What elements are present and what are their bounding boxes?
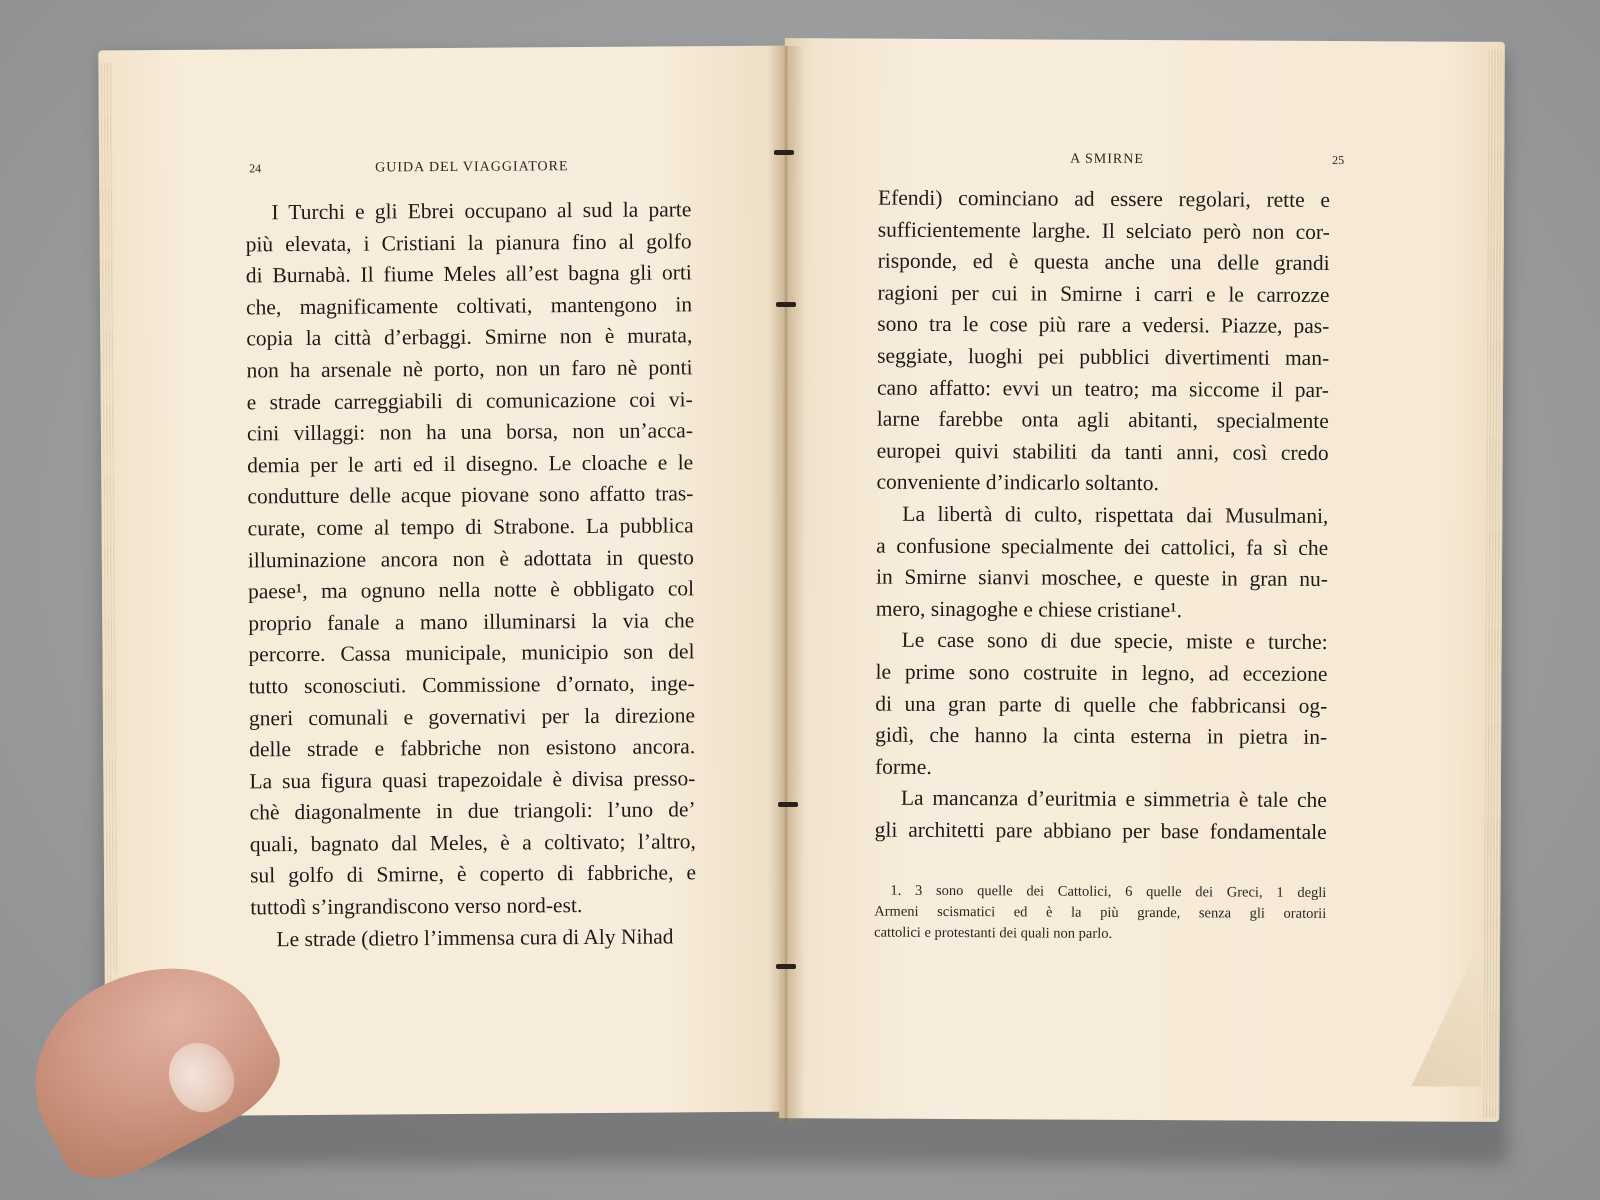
text-line: non ha arsenale nè porto, non un faro nè ponti xyxy=(246,355,693,383)
text-line: sufficientemente larghe. Il selciato però non cor- xyxy=(877,217,1330,244)
text-line: La mancanza d’euritmia e simmetria è tale che xyxy=(900,786,1327,813)
text-line: gidì, che hanno la cinta esterna in pietra in- xyxy=(875,722,1328,750)
footnote-line: Armeni scismatici ed è la più grande, senza gli oratorii xyxy=(874,903,1327,922)
text-line: conveniente d’indicarlo soltanto. xyxy=(876,469,1159,496)
text-line: tuttodì s’ingrandiscono verso nord-est. xyxy=(250,893,583,920)
binding-stitch xyxy=(776,302,796,307)
text-line: larne farebbe onta agli abitanti, specialmente xyxy=(876,406,1329,434)
left-page-body xyxy=(245,194,696,955)
right-running-head: A SMIRNE xyxy=(1070,151,1144,168)
text-line: e strade carreggiabili di comunicazione coi vi- xyxy=(246,386,693,414)
text-line: di Burnabà. Il fiume Meles all’est bagna gli orti xyxy=(245,260,692,288)
right-page-body xyxy=(875,183,1330,849)
text-line: le prime sono costruite in legno, ad eccezione xyxy=(875,659,1328,686)
text-line: I Turchi e gli Ebrei occupano al sud la parte xyxy=(271,197,692,225)
text-line: chè diagonalmente in due triangoli: l’uno de’ xyxy=(249,797,696,825)
text-line: La sua figura quasi trapezoidale è divisa presso- xyxy=(249,765,696,794)
worn-page-corner xyxy=(1411,936,1482,1086)
binding-stitch xyxy=(776,964,796,969)
text-line: quali, bagnato dal Meles, è a coltivato; l’altro, xyxy=(249,829,696,857)
text-line: risponde, ed è questa anche una delle grandi xyxy=(877,248,1330,276)
binding-stitch xyxy=(774,150,794,155)
text-line: più elevata, i Cristiani la pianura fino al golfo xyxy=(245,228,692,256)
text-line: gli architetti pare abbiano per base fondamentale xyxy=(874,817,1327,844)
text-line: Efendi) cominciano ad essere regolari, rette e xyxy=(877,185,1331,212)
footnote-line: cattolici e protestanti dei quali non parlo. xyxy=(874,924,1113,942)
text-line: a confusione specialmente dei cattolici, fa sì che xyxy=(876,533,1329,560)
right-page-number: 25 xyxy=(1332,152,1345,168)
text-line: che, magnificamente coltivati, mantengono in xyxy=(245,292,693,320)
footnote xyxy=(874,881,1326,946)
text-line: paese¹, ma ognuno nella notte è obbligato col xyxy=(247,576,695,604)
text-line: curate, come al tempo di Strabone. La pubblica xyxy=(247,513,694,541)
text-line: La libertà di culto, rispettata dai Musulmani, xyxy=(902,501,1329,528)
text-line: demia per le arti ed il disegno. Le cloache e le xyxy=(247,450,694,478)
text-line: cini villaggi: non ha una borsa, non un’acca- xyxy=(246,418,694,446)
open-book xyxy=(92,40,1512,1170)
left-page xyxy=(98,46,795,1117)
text-line: sul golfo di Smirne, è coperto di fabbriche, e xyxy=(249,860,697,888)
text-line: Le case sono di due specie, miste e turche: xyxy=(901,628,1328,655)
text-line: mero, sinagoghe e chiese cristiane¹. xyxy=(875,596,1183,622)
text-line: ragioni per cui in Smirne i carri e le carrozze xyxy=(877,280,1330,307)
text-line: seggiate, luoghi pei pubblici divertimenti man- xyxy=(877,343,1330,370)
text-line: condutture delle acque piovane sono affatto tras- xyxy=(247,481,694,509)
footnote-line: 1. 3 sono quelle dei Cattolici, 6 quelle dei Greci, 1 degli xyxy=(890,882,1327,901)
text-line: forme. xyxy=(874,754,932,779)
text-line: tutto sconosciuti. Commissione d’ornato, inge- xyxy=(248,671,695,699)
text-line: in Smirne sianvi moschee, e queste in gran nu- xyxy=(875,564,1329,592)
text-line: copia la città d’erbaggi. Smirne non è murata, xyxy=(246,323,693,351)
text-line: sono tra le cose più rare a vedersi. Piazze, pas- xyxy=(877,311,1330,339)
text-line: illuminazione ancora non è adottata in questo xyxy=(247,544,694,572)
right-page xyxy=(779,38,1505,1122)
book-spine-gutter xyxy=(768,46,804,1122)
text-line: Le strade (dietro l’immensa cura di Aly Nihad xyxy=(276,924,674,951)
text-line: delle strade e fabbriche non esistono ancora. xyxy=(249,734,696,762)
left-running-head: GUIDA DEL VIAGGIATORE xyxy=(375,159,569,176)
text-line: gneri comunali e governativi per la direzione xyxy=(248,702,696,730)
binding-stitch xyxy=(778,802,798,807)
text-line: percorre. Cassa municipale, municipio son del xyxy=(248,639,695,667)
text-line: cano affatto: evvi un teatro; ma siccome il par- xyxy=(876,375,1330,402)
text-line: di una gran parte di quelle che fabbricansi og- xyxy=(875,691,1328,718)
left-page-number: 24 xyxy=(249,161,262,176)
text-line: europei quivi stabiliti da tanti anni, così credo xyxy=(876,438,1329,465)
text-line: proprio fanale a mano illuminarsi la via che xyxy=(248,607,695,636)
